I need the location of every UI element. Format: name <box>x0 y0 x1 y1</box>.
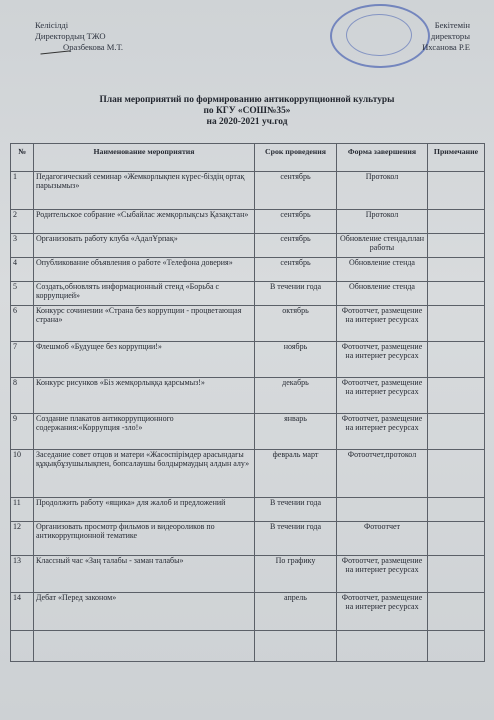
table-row <box>11 210 485 234</box>
row-note <box>428 234 485 258</box>
table-row <box>11 342 485 378</box>
row-term: В течении года <box>255 282 337 306</box>
row-event-name: Конкурс рисунков «Біз жемқорлыққа қарсымыз!» <box>34 378 255 414</box>
row-completion-form: Фотоотчет <box>337 522 428 556</box>
row-term: В течении года <box>255 498 337 522</box>
row-number: 2 <box>11 210 34 234</box>
empty-cell <box>255 631 337 662</box>
row-completion-form: Фотоотчет, размещение на интернет ресурсах <box>337 593 428 631</box>
row-number: 6 <box>11 306 34 342</box>
row-event-name: Продолжить работу «ящика» для жалоб и предложений <box>34 498 255 522</box>
row-number: 9 <box>11 414 34 450</box>
row-term: сентябрь <box>255 234 337 258</box>
empty-cell <box>34 631 255 662</box>
row-event-name: Создание плакатов антикоррупционного содержания:«Коррупция -зло!» <box>34 414 255 450</box>
row-event-name: Организовать просмотр фильмов и видеороликов по антикоррупционной тематике <box>34 522 255 556</box>
row-term: ноябрь <box>255 342 337 378</box>
row-completion-form: Протокол <box>337 210 428 234</box>
row-event-name: Родительское собрание «Сыбайлас жемқорлықсыз Қазақстан» <box>34 210 255 234</box>
approval-right-block <box>422 20 470 53</box>
deputy-director-name: Оразбекова М.Т. <box>63 42 124 52</box>
row-note <box>428 450 485 498</box>
header-number: № <box>11 144 34 172</box>
row-term: сентябрь <box>255 210 337 234</box>
table-row <box>11 593 485 631</box>
table-row <box>11 306 485 342</box>
row-number: 10 <box>11 450 34 498</box>
row-event-name: Педагогический семинар «Жемкорлықпен күрес-біздің ортақ парызымыз» <box>34 172 255 210</box>
title-line-1: План мероприятий по формированию антикоррупционной культуры <box>99 95 395 105</box>
row-completion-form <box>337 498 428 522</box>
empty-cell <box>11 631 34 662</box>
row-completion-form: Обновление стенда <box>337 258 428 282</box>
table-row <box>11 556 485 593</box>
row-note <box>428 342 485 378</box>
row-number: 14 <box>11 593 34 631</box>
school-seal-stamp <box>330 4 430 68</box>
header-note: Примечание <box>428 144 485 172</box>
header-event-name: Наименование мероприятия <box>34 144 255 172</box>
row-note <box>428 258 485 282</box>
row-note <box>428 210 485 234</box>
table-row <box>11 258 485 282</box>
row-completion-form: Фотоотчет, размещение на интернет ресурсах <box>337 306 428 342</box>
header-completion-form: Форма завершения <box>337 144 428 172</box>
table-row <box>11 234 485 258</box>
row-number: 13 <box>11 556 34 593</box>
row-event-name: Организовать работу клуба «АдалҰрпақ» <box>34 234 255 258</box>
table-row <box>11 172 485 210</box>
header-term: Срок проведения <box>255 144 337 172</box>
row-completion-form: Фотоотчет,протокол <box>337 450 428 498</box>
row-number: 11 <box>11 498 34 522</box>
row-event-name: Создать,обновлять информационный стенд «Борьба с коррупцией» <box>34 282 255 306</box>
document-title <box>0 95 494 128</box>
row-note <box>428 498 485 522</box>
deputy-director-label: Директордың ТЖО <box>35 31 106 41</box>
row-note <box>428 522 485 556</box>
director-name: Ихсанова Р.Е <box>422 42 470 52</box>
row-term: январь <box>255 414 337 450</box>
row-note <box>428 172 485 210</box>
row-number: 1 <box>11 172 34 210</box>
table-row <box>11 414 485 450</box>
row-note <box>428 556 485 593</box>
row-term: сентябрь <box>255 258 337 282</box>
row-number: 7 <box>11 342 34 378</box>
agreed-label: Келісілді <box>35 20 69 30</box>
row-event-name: Классный час «Заң талабы - заман талабы» <box>34 556 255 593</box>
row-number: 5 <box>11 282 34 306</box>
row-completion-form: Фотоотчет, размещение на интернет ресурсах <box>337 378 428 414</box>
row-event-name: Дебат «Перед законом» <box>34 593 255 631</box>
director-label: директоры <box>430 31 470 41</box>
row-number: 12 <box>11 522 34 556</box>
table-header-row <box>11 144 485 172</box>
row-term: По графику <box>255 556 337 593</box>
row-term: сентябрь <box>255 172 337 210</box>
title-line-2: по КГУ «СОШ№35» <box>203 106 291 116</box>
table-row <box>11 282 485 306</box>
row-term: апрель <box>255 593 337 631</box>
table-row <box>11 522 485 556</box>
row-completion-form: Обновление стенда,план работы <box>337 234 428 258</box>
row-note <box>428 593 485 631</box>
row-term: В течении года <box>255 522 337 556</box>
title-line-3: на 2020-2021 уч.год <box>206 117 288 127</box>
row-note <box>428 378 485 414</box>
table-row <box>11 450 485 498</box>
row-term: февраль март <box>255 450 337 498</box>
table-row-empty <box>11 631 485 662</box>
approve-label: Бекітемін <box>434 20 470 30</box>
row-completion-form: Фотоотчет, размещение на интернет ресурсах <box>337 414 428 450</box>
row-number: 3 <box>11 234 34 258</box>
empty-cell <box>428 631 485 662</box>
row-event-name: Опубликование объявления о работе «Телефона доверия» <box>34 258 255 282</box>
row-note <box>428 414 485 450</box>
row-completion-form: Фотоотчет, размещение на интернет ресурсах <box>337 556 428 593</box>
row-event-name: Флешмоб «Будущее без коррупции!» <box>34 342 255 378</box>
row-term: декабрь <box>255 378 337 414</box>
row-number: 4 <box>11 258 34 282</box>
table-row <box>11 378 485 414</box>
row-term: октябрь <box>255 306 337 342</box>
empty-cell <box>337 631 428 662</box>
table-row <box>11 498 485 522</box>
row-number: 8 <box>11 378 34 414</box>
row-event-name: Конкурс сочинении «Страна без коррупции - процветающая страна» <box>34 306 255 342</box>
events-table <box>10 143 485 662</box>
row-note <box>428 306 485 342</box>
row-event-name: Заседание совет отцов и матери «Жасөспірімдер арасындағы құқықбұзушылықпен, бопсалаушы болдырмаудың алдын алу» <box>34 450 255 498</box>
row-completion-form: Обновление стенда <box>337 282 428 306</box>
row-note <box>428 282 485 306</box>
row-completion-form: Фотоотчет, размещение на интернет ресурсах <box>337 342 428 378</box>
row-completion-form: Протокол <box>337 172 428 210</box>
